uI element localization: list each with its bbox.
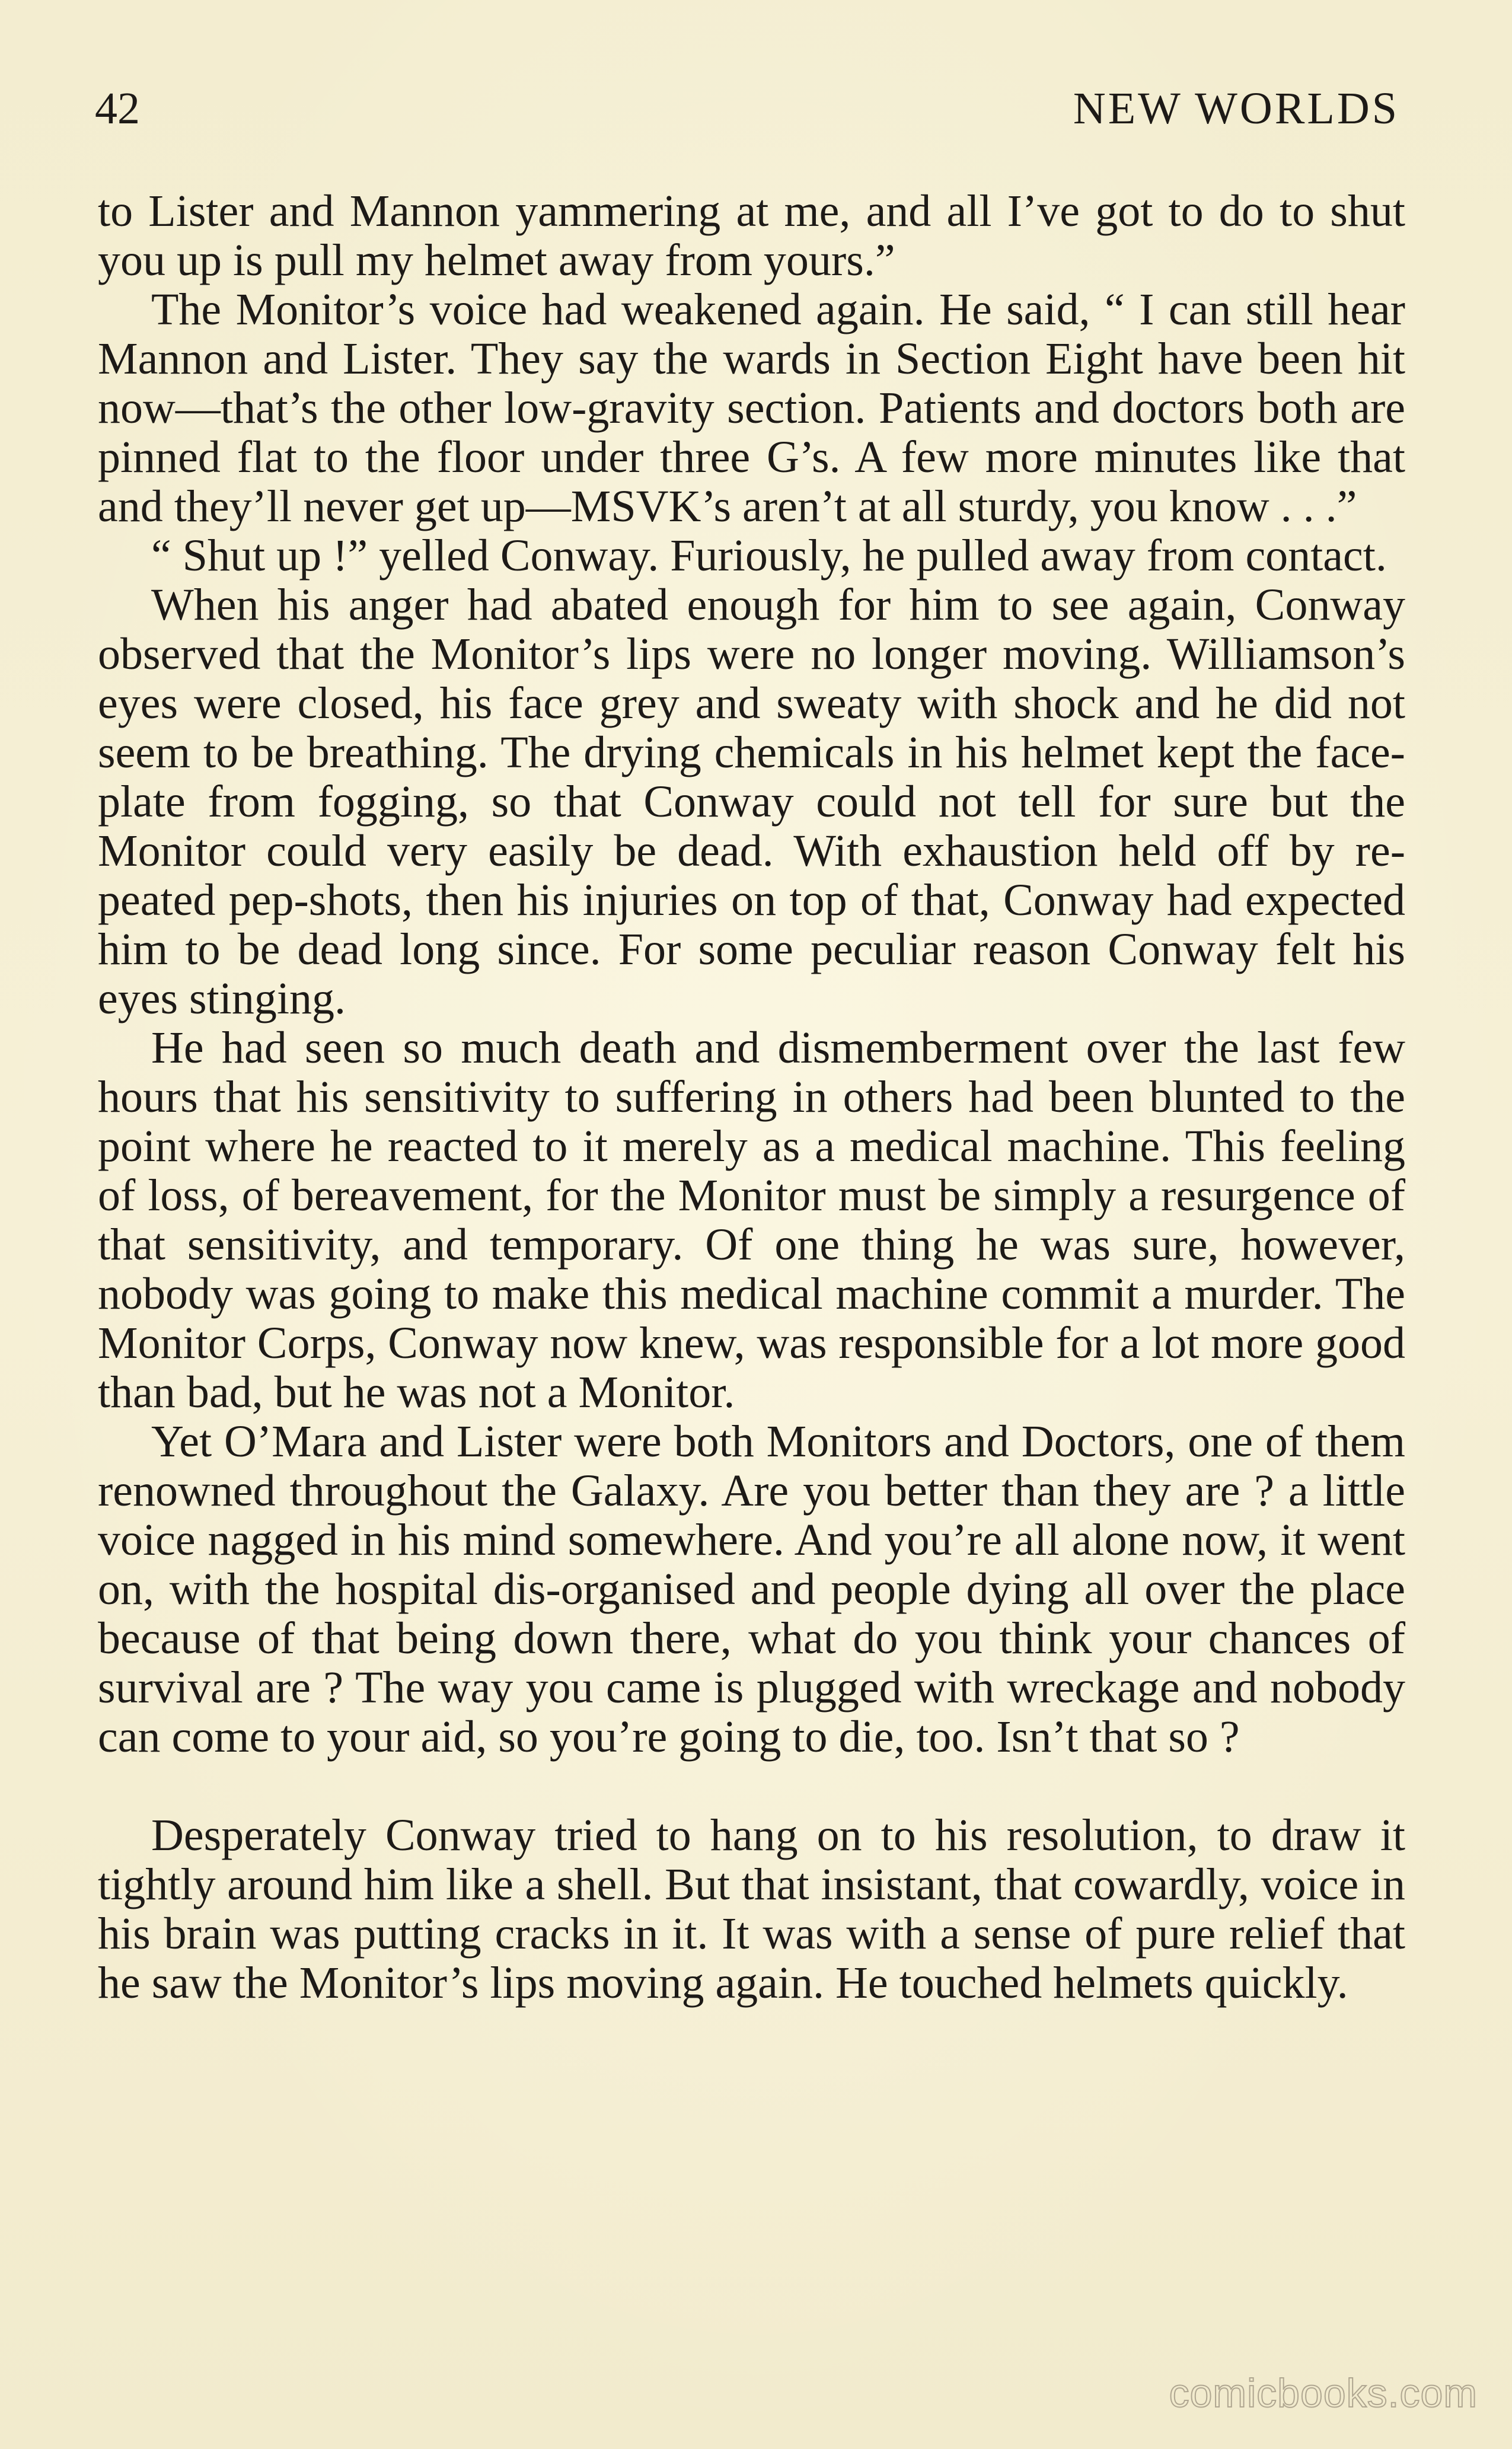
paragraph-3: “ Shut up !” yelled Conway. Furiously, he pulled away from contact.: [151, 531, 1387, 581]
watermark: comicbooks.com: [1169, 2371, 1478, 2416]
paragraph-5: He had seen so much death and dismemberment over the last few hours that his sensitivity to suffering in others had been blunted to the point where he reacted to it merely as a medical machine. This feeling of loss, of bereavement, for the Monitor must be simply a resurgence of that sensitivity, and temporary. Of one thing he was sure, however, nobody was going to make this medical machine commit a murder. The Monitor Corps, Conway now knew, was responsible for a lot more good than bad, but he was not a Monitor.: [98, 1023, 1405, 1417]
paragraph-1: to Lister and Mannon yammering at me, and all I’ve got to do to shut you up is pull my helmet away from yours.”: [98, 186, 1405, 285]
paragraph-6: Yet O’Mara and Lister were both Monitors and Doctors, one of them renowned throughout the Galaxy. Are you better than they are ? a little voice nagged in his mind somewhere. And you’re all alone now, it went on, with the hospital dis-organised and people dying all over the place because of that being down there, what do you think your chances of survival are ? The way you came is plugged with wreckage and nobody can come to your aid, so you’re going to die, too. Isn’t that so ?: [98, 1417, 1405, 1762]
running-title: NEW WORLDS: [1073, 84, 1399, 133]
paragraph-4: When his anger had abated enough for him to see again, Conway observed that the Monitor’s lips were no longer moving. Williamson’s eyes were closed, his face grey and sweaty with shock and he did not seem to be breathing. The drying chemicals in his helmet kept the face-plate from fogging, so that Conway could not tell for sure but the Monitor could very easily be dead. With exhaustion held off by re-peated pep-shots, then his injuries on top of that, Conway had expected him to be dead long since. For some peculiar reason Conway felt his eyes stinging.: [98, 580, 1405, 1023]
paragraph-7: Desperately Conway tried to hang on to his resolution, to draw it tightly around him like a shell. But that insistant, that cowardly, voice in his brain was putting cracks in it. It was with a sense of pure relief that he saw the Monitor’s lips moving again. He touched helmets quickly.: [98, 1810, 1405, 2008]
body-text: [98, 187, 1405, 2008]
page-number: 42: [95, 84, 140, 133]
paragraph-2: The Monitor’s voice had weakened again. He said, “ I can still hear Mannon and Lister. They say the wards in Section Eight have been hit now—that’s the other low-gravity section. Patients and doctors both are pinned flat to the floor under three G’s. A few more minutes like that and they’ll never get up—MSVK’s aren’t at all sturdy, you know . . .”: [98, 285, 1405, 531]
page-header: [95, 82, 1399, 135]
